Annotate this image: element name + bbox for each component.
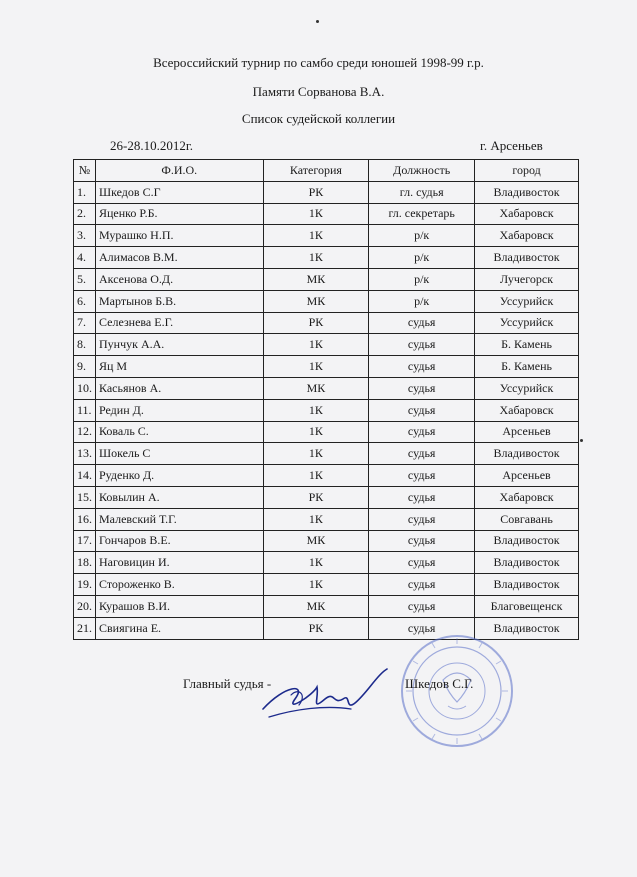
judge-category: 1К bbox=[263, 552, 369, 574]
row-number: 21. bbox=[74, 617, 96, 639]
memorial-subtitle: Памяти Сорванова В.А. bbox=[252, 84, 385, 99]
table-row bbox=[74, 399, 579, 421]
row-number: 15. bbox=[74, 486, 96, 508]
row-number: 10. bbox=[74, 377, 96, 399]
row-number: 9. bbox=[74, 356, 96, 378]
row-number: 20. bbox=[74, 595, 96, 617]
judge-category: 1К bbox=[263, 203, 369, 225]
judge-name: Стороженко В. bbox=[96, 574, 264, 596]
judge-city: Совгавань bbox=[475, 508, 579, 530]
judge-category: 1К bbox=[263, 247, 369, 269]
judge-category: МК bbox=[263, 595, 369, 617]
column-header-name: Ф.И.О. bbox=[96, 160, 264, 182]
judge-position: судья bbox=[369, 356, 475, 378]
judge-city: Уссурийск bbox=[475, 312, 579, 334]
table-row bbox=[74, 595, 579, 617]
table-row bbox=[74, 268, 579, 290]
scan-speck bbox=[580, 439, 583, 442]
judge-name: Редин Д. bbox=[96, 399, 264, 421]
judge-city: Б. Камень bbox=[475, 356, 579, 378]
judge-name: Пунчук А.А. bbox=[96, 334, 264, 356]
judge-position: судья bbox=[369, 617, 475, 639]
judge-city: Арсеньев bbox=[475, 465, 579, 487]
judge-category: 1К bbox=[263, 334, 369, 356]
judge-city: Арсеньев bbox=[475, 421, 579, 443]
judge-city: Хабаровск bbox=[475, 399, 579, 421]
judge-city: Б. Камень bbox=[475, 334, 579, 356]
judge-name: Руденко Д. bbox=[96, 465, 264, 487]
row-number: 13. bbox=[74, 443, 96, 465]
judge-city: Владивосток bbox=[475, 552, 579, 574]
row-number: 6. bbox=[74, 290, 96, 312]
judge-name: Наговицин И. bbox=[96, 552, 264, 574]
judge-name: Мурашко Н.П. bbox=[96, 225, 264, 247]
column-header-city: город bbox=[475, 160, 579, 182]
judge-position: судья bbox=[369, 399, 475, 421]
judge-name: Свиягина Е. bbox=[96, 617, 264, 639]
judge-city: Владивосток bbox=[475, 247, 579, 269]
judge-position: судья bbox=[369, 421, 475, 443]
judge-position: судья bbox=[369, 595, 475, 617]
judge-city: Хабаровск bbox=[475, 486, 579, 508]
judge-city: Владивосток bbox=[475, 181, 579, 203]
judge-category: 1К bbox=[263, 356, 369, 378]
row-number: 4. bbox=[74, 247, 96, 269]
judge-category: 1К bbox=[263, 465, 369, 487]
event-place: г. Арсеньев bbox=[480, 138, 543, 153]
judge-city: Уссурийск bbox=[475, 290, 579, 312]
table-row bbox=[74, 290, 579, 312]
table-row bbox=[74, 486, 579, 508]
judge-city: Уссурийск bbox=[475, 377, 579, 399]
table-row bbox=[74, 552, 579, 574]
judge-category: РК bbox=[263, 617, 369, 639]
judge-position: судья bbox=[369, 465, 475, 487]
judge-name: Ковылин А. bbox=[96, 486, 264, 508]
table-row bbox=[74, 334, 579, 356]
table-row bbox=[74, 508, 579, 530]
judge-position: судья bbox=[369, 312, 475, 334]
row-number: 7. bbox=[74, 312, 96, 334]
judge-city: Владивосток bbox=[475, 617, 579, 639]
judge-position: р/к bbox=[369, 268, 475, 290]
table-row bbox=[74, 530, 579, 552]
judge-category: 1К bbox=[263, 508, 369, 530]
judge-name: Селезнева Е.Г. bbox=[96, 312, 264, 334]
judge-position: судья bbox=[369, 443, 475, 465]
judge-city: Владивосток bbox=[475, 530, 579, 552]
row-number: 8. bbox=[74, 334, 96, 356]
judge-name: Алимасов В.М. bbox=[96, 247, 264, 269]
judge-category: 1К bbox=[263, 574, 369, 596]
column-header-category: Категория bbox=[263, 160, 369, 182]
judge-position: р/к bbox=[369, 225, 475, 247]
chief-judge-name: Шкедов С.Г. bbox=[405, 676, 474, 691]
row-number: 14. bbox=[74, 465, 96, 487]
judge-position: судья bbox=[369, 334, 475, 356]
table-row bbox=[74, 443, 579, 465]
table-row bbox=[74, 181, 579, 203]
table-row bbox=[74, 356, 579, 378]
column-header-number: № bbox=[74, 160, 96, 182]
table-row bbox=[74, 377, 579, 399]
judge-name: Шокель С bbox=[96, 443, 264, 465]
judge-city: Владивосток bbox=[475, 443, 579, 465]
judge-position: р/к bbox=[369, 247, 475, 269]
signature-icon bbox=[255, 665, 395, 725]
judge-position: судья bbox=[369, 486, 475, 508]
judge-category: 1К bbox=[263, 421, 369, 443]
judge-name: Касьянов А. bbox=[96, 377, 264, 399]
judge-position: р/к bbox=[369, 290, 475, 312]
row-number: 16. bbox=[74, 508, 96, 530]
table-header-row bbox=[74, 160, 579, 182]
judge-category: МК bbox=[263, 290, 369, 312]
judge-category: МК bbox=[263, 530, 369, 552]
judge-name: Курашов В.И. bbox=[96, 595, 264, 617]
judge-city: Хабаровск bbox=[475, 225, 579, 247]
judge-name: Гончаров В.Е. bbox=[96, 530, 264, 552]
table-row bbox=[74, 421, 579, 443]
event-date: 26-28.10.2012г. bbox=[110, 138, 193, 153]
table-row bbox=[74, 465, 579, 487]
row-number: 17. bbox=[74, 530, 96, 552]
row-number: 5. bbox=[74, 268, 96, 290]
judge-position: гл. секретарь bbox=[369, 203, 475, 225]
row-number: 18. bbox=[74, 552, 96, 574]
judge-position: судья bbox=[369, 377, 475, 399]
judge-position: судья bbox=[369, 530, 475, 552]
judge-position: судья bbox=[369, 552, 475, 574]
judge-category: РК bbox=[263, 312, 369, 334]
judge-city: Благовещенск bbox=[475, 595, 579, 617]
judge-position: гл. судья bbox=[369, 181, 475, 203]
judge-name: Яц М bbox=[96, 356, 264, 378]
judge-position: судья bbox=[369, 574, 475, 596]
judge-name: Аксенова О.Д. bbox=[96, 268, 264, 290]
scan-speck bbox=[316, 20, 319, 23]
judge-name: Мартынов Б.В. bbox=[96, 290, 264, 312]
judge-name: Шкедов С.Г bbox=[96, 181, 264, 203]
judge-name: Малевский Т.Г. bbox=[96, 508, 264, 530]
row-number: 3. bbox=[74, 225, 96, 247]
judge-city: Лучегорск bbox=[475, 268, 579, 290]
row-number: 1. bbox=[74, 181, 96, 203]
judge-category: 1К bbox=[263, 443, 369, 465]
judge-category: МК bbox=[263, 268, 369, 290]
judge-category: РК bbox=[263, 181, 369, 203]
table-row bbox=[74, 225, 579, 247]
judge-category: МК bbox=[263, 377, 369, 399]
judge-city: Хабаровск bbox=[475, 203, 579, 225]
column-header-position: Должность bbox=[369, 160, 475, 182]
table-row bbox=[74, 203, 579, 225]
row-number: 12. bbox=[74, 421, 96, 443]
judge-city: Владивосток bbox=[475, 574, 579, 596]
judge-name: Яценко Р.Б. bbox=[96, 203, 264, 225]
row-number: 11. bbox=[74, 399, 96, 421]
judge-category: 1К bbox=[263, 225, 369, 247]
judge-name: Коваль С. bbox=[96, 421, 264, 443]
document-title: Всероссийский турнир по самбо среди юношей 1998-99 г.р. bbox=[153, 55, 484, 70]
judge-category: 1К bbox=[263, 399, 369, 421]
judge-category: РК bbox=[263, 486, 369, 508]
table-row bbox=[74, 574, 579, 596]
table-row bbox=[74, 247, 579, 269]
judges-table bbox=[73, 159, 579, 640]
list-title: Список судейской коллегии bbox=[241, 111, 396, 126]
judge-position: судья bbox=[369, 508, 475, 530]
chief-judge-label: Главный судья - bbox=[183, 676, 272, 691]
table-row bbox=[74, 312, 579, 334]
row-number: 2. bbox=[74, 203, 96, 225]
row-number: 19. bbox=[74, 574, 96, 596]
judges-table-body bbox=[74, 181, 579, 639]
